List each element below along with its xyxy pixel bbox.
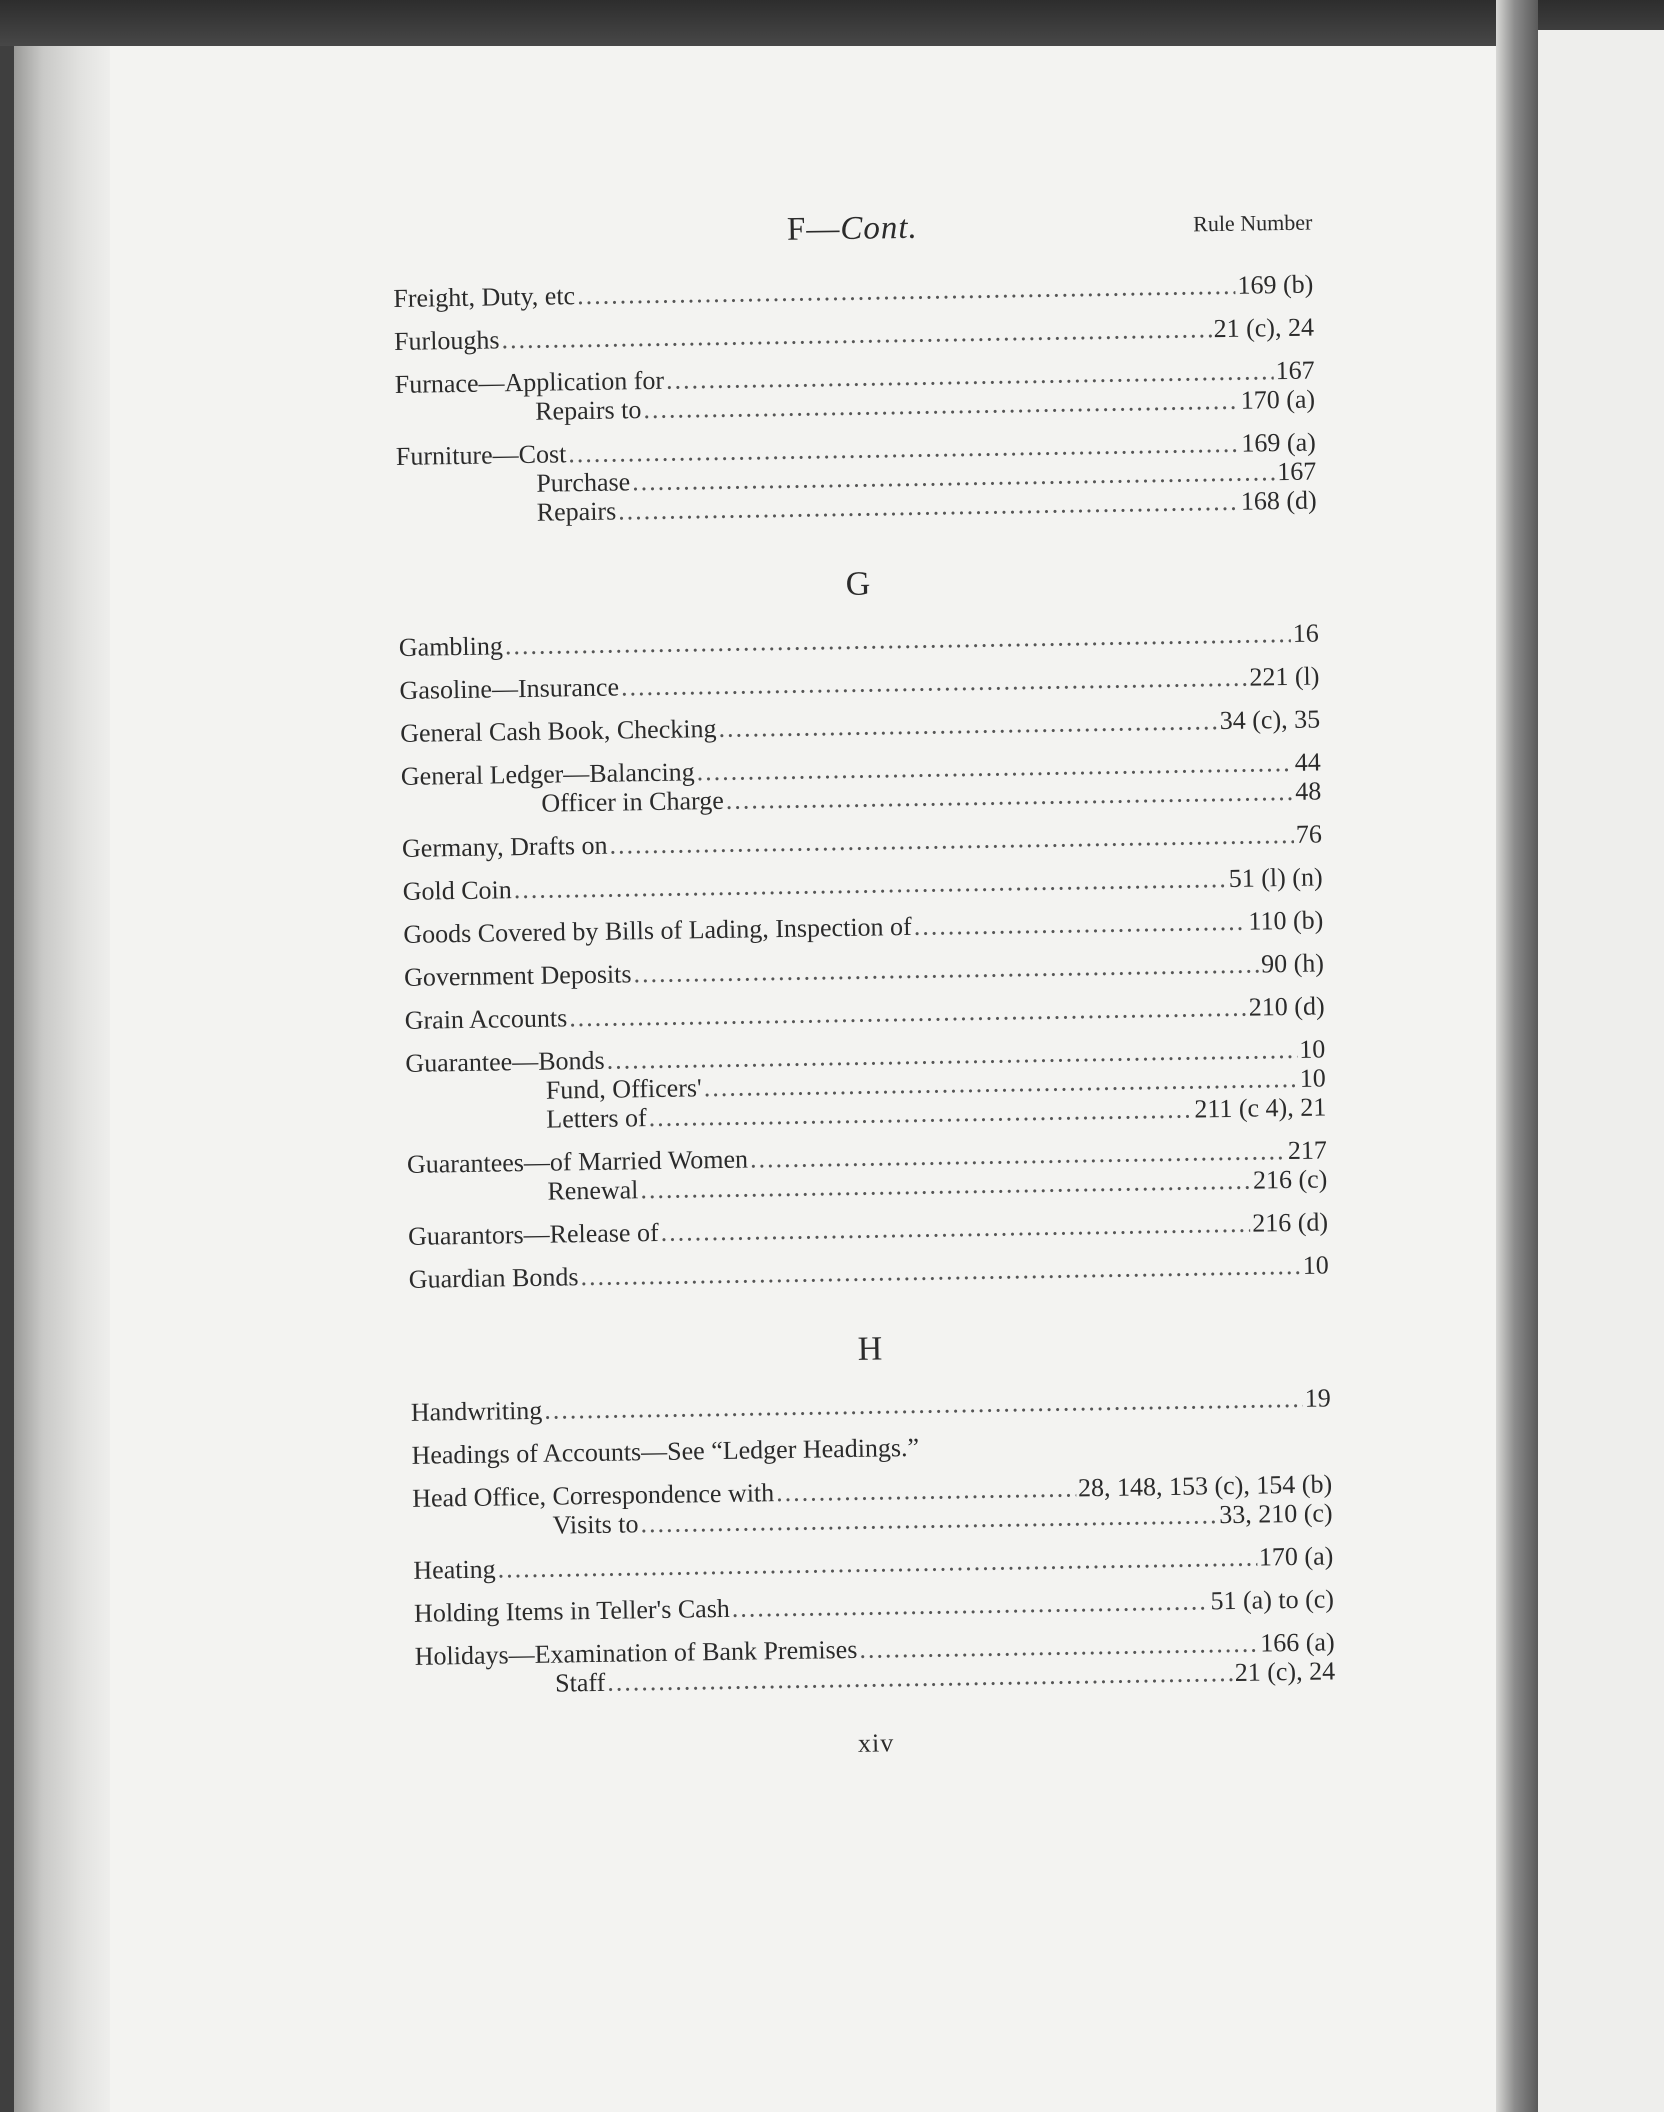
facing-page-edge (1538, 30, 1664, 2112)
entry-label: Furniture—Cost (395, 439, 567, 471)
page-edge-shadow (14, 46, 110, 2112)
index-entry (404, 948, 1324, 991)
dot-leader (577, 271, 1236, 310)
rule-number: 168 (d) (1240, 485, 1317, 516)
entry-label: General Ledger—Balancing (400, 757, 695, 791)
rule-number: 110 (b) (1248, 905, 1324, 936)
subentry-label: Staff (554, 1667, 606, 1698)
section-letter-h: H (857, 1330, 883, 1368)
entry-label: Guarantees—of Married Women (406, 1144, 749, 1179)
subentry-label: Letters of (546, 1103, 647, 1134)
entry-label: Goods Covered by Bills of Lading, Inspection of (403, 911, 912, 949)
index-entry (394, 313, 1314, 356)
index-entry (408, 1207, 1328, 1250)
entry-label: Gambling (398, 631, 504, 662)
rule-number: 10 (1299, 1034, 1326, 1064)
section-continuation-title (392, 204, 1312, 255)
rule-number: 33, 210 (c) (1219, 1498, 1333, 1530)
entry-label: Heating (413, 1554, 496, 1585)
rule-number: 170 (a) (1258, 1541, 1334, 1572)
index-entry (414, 1627, 1335, 1699)
entry-label: Head Office, Correspondence with (412, 1478, 775, 1513)
rule-number: 169 (a) (1241, 427, 1316, 458)
dot-leader (913, 907, 1246, 941)
index-entry-line (414, 1584, 1334, 1627)
index-sections (393, 270, 1335, 1700)
index-entry-line (408, 1207, 1328, 1250)
index-entry-line (393, 270, 1313, 313)
index-entry (412, 1469, 1333, 1541)
index-entry (403, 905, 1323, 948)
rule-number: 21 (c), 24 (1213, 312, 1315, 344)
dot-leader (621, 663, 1248, 702)
rule-number: 76 (1295, 819, 1323, 849)
index-entry (393, 270, 1313, 313)
dot-leader (718, 706, 1218, 743)
index-entry-line (399, 618, 1319, 661)
dot-leader (497, 1543, 1257, 1584)
index-entry (407, 1135, 1328, 1207)
entry-label: Furnace—Application for (394, 365, 665, 399)
index-entry (395, 356, 1316, 428)
entry-label: Guarantors—Release of (407, 1217, 659, 1251)
entry-label: Handwriting (410, 1395, 543, 1427)
index-entry (413, 1541, 1333, 1584)
index-entry (414, 1584, 1334, 1627)
index-entry-line (400, 704, 1320, 747)
dot-leader (501, 314, 1212, 354)
rule-number: 217 (1287, 1135, 1328, 1166)
index-content (392, 196, 1336, 1766)
index-entry-line (404, 948, 1324, 991)
rule-number: 19 (1304, 1383, 1332, 1413)
entry-label: Grain Accounts (404, 1003, 568, 1035)
entry-label: Gold Coin (402, 875, 512, 906)
dot-leader (609, 820, 1294, 860)
scan-background-top (0, 0, 1664, 46)
rule-number: 166 (a) (1260, 1627, 1335, 1658)
entry-label: Gasoline—Insurance (399, 672, 620, 705)
rule-number: 210 (d) (1248, 991, 1325, 1022)
dot-leader (514, 864, 1227, 904)
entry-label: Holidays—Examination of Bank Premises (414, 1634, 858, 1671)
rule-number-label: Rule Number (1192, 209, 1313, 237)
subentry-label: Visits to (552, 1509, 639, 1540)
rule-number: 167 (1276, 456, 1317, 487)
index-entry-line (402, 862, 1322, 905)
entry-label: Government Deposits (403, 959, 632, 992)
rule-number: 34 (c), 35 (1219, 704, 1321, 736)
index-entry (399, 618, 1319, 661)
rule-number: 216 (d) (1251, 1207, 1329, 1238)
index-entry-line (409, 1250, 1329, 1293)
entry-label: Guardian Bonds (408, 1262, 579, 1294)
subentry-label: Officer in Charge (541, 785, 724, 818)
dot-leader (660, 1209, 1250, 1247)
subentry-label: Fund, Officers' (545, 1073, 702, 1105)
entry-label: Germany, Drafts on (401, 830, 608, 863)
entry-label: Guarantee—Bonds (405, 1045, 605, 1078)
entry-label: Furloughs (393, 325, 500, 356)
index-entry (399, 661, 1319, 704)
rule-number: 167 (1275, 355, 1315, 386)
rule-number: 211 (c 4), 21 (1194, 1092, 1327, 1124)
index-entry-line (394, 313, 1314, 356)
dot-leader (569, 993, 1247, 1033)
index-entry-line (411, 1426, 1331, 1469)
entry-label: Headings of Accounts—See “Ledger Headings.” (411, 1432, 920, 1470)
rule-number: 51 (a) to (c) (1210, 1584, 1335, 1616)
rule-number: 90 (h) (1260, 948, 1325, 979)
subentry-label: Renewal (547, 1175, 639, 1206)
index-entry (402, 862, 1322, 905)
dot-leader (505, 619, 1291, 660)
index-entry (402, 819, 1322, 862)
index-entry (400, 704, 1320, 747)
rule-number: 51 (l) (n) (1228, 862, 1323, 893)
entry-label: Holding Items in Teller's Cash (413, 1593, 731, 1628)
dot-leader (544, 1384, 1303, 1425)
index-entry-line (405, 991, 1325, 1034)
index-entry (405, 991, 1325, 1034)
entry-label: Freight, Duty, etc (393, 281, 576, 313)
subentry-label: Purchase (536, 467, 631, 498)
index-entry-line (399, 661, 1319, 704)
subentry-label: Repairs (536, 496, 617, 527)
rule-number: 216 (c) (1252, 1164, 1328, 1195)
header-cont: Cont. (840, 209, 919, 247)
index-entry-line (413, 1541, 1333, 1584)
index-entry (409, 1250, 1329, 1293)
dot-leader (776, 1473, 1076, 1507)
rule-number: 16 (1292, 618, 1319, 648)
index-entry (405, 1034, 1326, 1135)
index-entry (411, 1383, 1331, 1426)
section-letter-g: G (845, 565, 871, 603)
header-letter: F— (786, 210, 841, 248)
rule-number: 169 (b) (1237, 269, 1314, 300)
rule-number: 21 (c), 24 (1234, 1656, 1336, 1687)
index-entry (396, 428, 1317, 529)
index-entry-line (402, 819, 1322, 862)
index-entry-line (411, 1383, 1331, 1426)
page-number: xiv (857, 1728, 895, 1758)
entry-label: General Cash Book, Checking (399, 713, 717, 748)
dot-leader (580, 1251, 1301, 1291)
rule-number: 48 (1295, 776, 1322, 806)
book-gutter (1496, 0, 1538, 2112)
rule-number: 10 (1302, 1250, 1329, 1280)
dot-leader (633, 949, 1259, 988)
rule-number: 28, 148, 153 (c), 154 (b) (1077, 1469, 1333, 1503)
index-entry-line (403, 905, 1323, 948)
rule-number: 221 (l) (1249, 661, 1320, 692)
index-entry (401, 747, 1322, 819)
dot-leader (732, 1586, 1209, 1622)
subentry-label: Repairs to (534, 395, 642, 426)
rule-number: 44 (1294, 747, 1322, 777)
index-entry (411, 1426, 1331, 1469)
rule-number: 170 (a) (1240, 384, 1316, 415)
rule-number: 10 (1299, 1063, 1326, 1093)
